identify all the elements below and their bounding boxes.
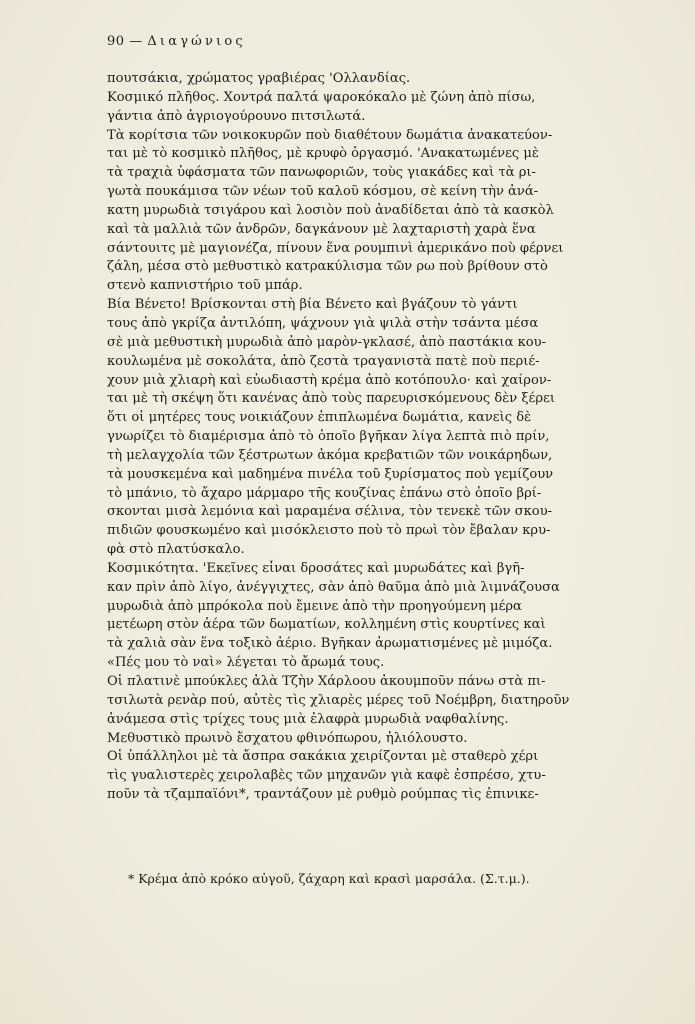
text-line: Κοσμικό πλῆθος. Χοντρά παλτά ψαροκόκαλο μὲ ζώνη ἀπὸ πίσω, bbox=[107, 89, 536, 105]
text-line: σάντουιτς μὲ μαγιονέζα, πίνουν ἕνα ρουμπινὶ ἀμερικάνο ποὺ φέρνει bbox=[107, 240, 564, 256]
body-text bbox=[107, 70, 630, 805]
text-line: μυρωδιὰ ἀπὸ μπρόκολα ποὺ ἔμεινε ἀπὸ τὴν προηγούμενη μέρα bbox=[107, 598, 522, 614]
text-line: στενὸ καπνιστήριο τοῦ μπάρ. bbox=[107, 278, 303, 294]
text-line: Τὰ κορίτσια τῶν νοικοκυρῶν ποὺ διαθέτουν δωμάτια ἀνακατεύον- bbox=[107, 127, 553, 143]
text-line: ται μὲ τὴ σκέψη ὅτι κανένας ἀπὸ τοὺς παρευρισκόμενους δὲν ξέρει bbox=[107, 391, 556, 407]
text-line: κατη μυρωδιὰ τσιγάρου καὶ λοσιὸν ποὺ ἀναδίδεται ἀπὸ τὰ κασκὸλ bbox=[107, 202, 554, 218]
text-line: καν πρὶν ἀπὸ λίγο, ἀνέγγιχτες, σὰν ἀπὸ θαῦμα ἀπὸ μιὰ λιμνάζουσα bbox=[107, 579, 560, 595]
text-line: «Πές μου τὸ ναὶ» λέγεται τὸ ἄρωμά τους. bbox=[107, 655, 385, 671]
text-line: μετέωρη στὸν ἀέρα τῶν δωματίων, κολλημένη στὶς κουρτίνες καὶ bbox=[107, 617, 546, 633]
text-line: φὰ στὸ πλατύσκαλο. bbox=[107, 542, 245, 558]
text-line: ζάλη, μέσα στὸ μεθυστικὸ κατρακύλισμα τῶν ρω ποὺ βρίθουν στὸ bbox=[107, 259, 548, 275]
text-line: γωτὰ πουκάμισα τῶν νέων τοῦ καλοῦ κόσμου, σὲ κείνη τὴν ἀνά- bbox=[107, 184, 539, 200]
text-line: ται μὲ τὸ κοσμικὸ πλῆθος, μὲ κρυφὸ ὀργασμό. 'Ανακατωμένες μὲ bbox=[107, 146, 539, 162]
text-line: τὰ χαλιὰ σὰν ἕνα τοξικὸ ἀέριο. Βγῆκαν ἀρωματισμένες μὲ μιμόζα. bbox=[107, 636, 553, 652]
text-line: τὸ μπάνιο, τὸ ἄχαρο μάρμαρο τῆς κουζίνας ἐπάνω στὸ ὁποῖο βρί- bbox=[107, 485, 542, 501]
text-line: τὰ τραχιὰ ὑφάσματα τῶν πανωφοριῶν, τοὺς γιακάδες καὶ τὰ ρι- bbox=[107, 165, 536, 181]
text-line: κουλωμένα μὲ σοκολάτα, ἀπὸ ζεστὰ τραγανιστὰ πατὲ ποὺ περιέ- bbox=[107, 353, 540, 369]
text-line: Βία Βένετο! Βρίσκονται στὴ βία Βένετο καὶ βγάζουν τὸ γάντι bbox=[107, 297, 518, 313]
text-line: σὲ μιὰ μεθυστικὴ μυρωδιὰ ἀπὸ μαρὸν-γκλασέ, ἀπὸ παστάκια κου- bbox=[107, 334, 547, 350]
text-line: ὅτι οἱ μητέρες τους νοικιάζουν ἐπιπλωμένα δωμάτια, κανεὶς δὲ bbox=[107, 410, 532, 426]
footnote: * Κρέμα ἀπὸ κρόκο αὐγοῦ, ζάχαρη καὶ κρασὶ μαρσάλα. (Σ.τ.μ.). bbox=[128, 871, 530, 886]
text-line: γάντια ἀπὸ ἀγριογούρουνο πιτσιλωτά. bbox=[107, 108, 366, 124]
text-line: ποῦν τὰ τζαμπαϊόνι*, τραντάζουν μὲ ρυθμὸ ρούμπας τὶς ἐπινικε- bbox=[107, 787, 539, 803]
text-line: τὴ μελαγχολία τῶν ξέστρωτων ἀκόμα κρεβατιῶν τῶν νοικάρηδων, bbox=[107, 447, 553, 463]
text-line: Οἱ πλατινὲ μπούκλες ἀλὰ Τζὴν Χάρλοου ἀκουμποῦν πάνω στὰ πι- bbox=[107, 674, 546, 689]
text-line: πουτσάκια, χρώματος γραβιέρας 'Ολλανδίας. bbox=[107, 71, 411, 86]
text-line: τὶς γυαλιστερὲς χειρολαβὲς τῶν μηχανῶν γιὰ καφὲ ἐσπρέσο, χτυ- bbox=[107, 768, 546, 784]
text-line: καὶ τὰ μαλλιὰ τῶν ἀνδρῶν, δαγκάνουν μὲ λαχταριστὴ χαρὰ ἕνα bbox=[107, 221, 536, 237]
text-line: Κοσμικότητα. 'Εκεῖνες εἶναι δροσάτες καὶ μυρωδάτες καὶ βγῆ- bbox=[107, 560, 525, 576]
text-line: ἀνάμεσα στὶς τρίχες τους μιὰ ἐλαφρὰ μυρωδιὰ ναφθαλίνης. bbox=[107, 711, 509, 727]
text-line: τὰ μουσκεμένα καὶ μαδημένα πινέλα τοῦ ξυρίσματος ποὺ γεμίζουν bbox=[107, 466, 554, 482]
page-header bbox=[107, 34, 246, 49]
text-line: τσιλωτὰ ρενὰρ πού, αὐτὲς τὶς χλιαρὲς μέρες τοῦ Νοέμβρη, διατηροῦν bbox=[107, 692, 570, 708]
text-line: τους ἀπὸ γκρίζα ἀντιλόπη, ψάχνουν γιὰ ψιλὰ στὴν τσάντα μέσα bbox=[107, 315, 539, 331]
running-title: Διαγώνιος bbox=[147, 34, 246, 49]
page-number: 90 bbox=[107, 34, 125, 49]
text-line: σκονται μισὰ λεμόνια καὶ μαραμένα σέλινα, τὸν τενεκὲ τῶν σκου- bbox=[107, 504, 553, 520]
text-line: Μεθυστικὸ πρωινὸ ἔσχατου φθινόπωρου, ἡλιόλουστο. bbox=[107, 730, 468, 746]
text-line: Οἱ ὑπάλληλοι μὲ τὰ ἄσπρα σακάκια χειρίζονται μὲ σταθερὸ χέρι bbox=[107, 749, 539, 765]
text-line: πιδιῶν φουσκωμένο καὶ μισόκλειστο ποὺ τὸ πρωὶ τὸν ἔβαλαν κρυ- bbox=[107, 523, 551, 539]
text-line: γνωρίζει τὸ διαμέρισμα ἀπὸ τὸ ὁποῖο βγῆκαν λίγα λεπτὰ πιὸ πρίν, bbox=[107, 429, 550, 445]
text-line: χουν μιὰ χλιαρὴ καὶ εὐωδιαστὴ κρέμα ἀπὸ κοτόπουλο· καὶ χαίρον- bbox=[107, 372, 552, 388]
header-dash: — bbox=[129, 34, 143, 49]
